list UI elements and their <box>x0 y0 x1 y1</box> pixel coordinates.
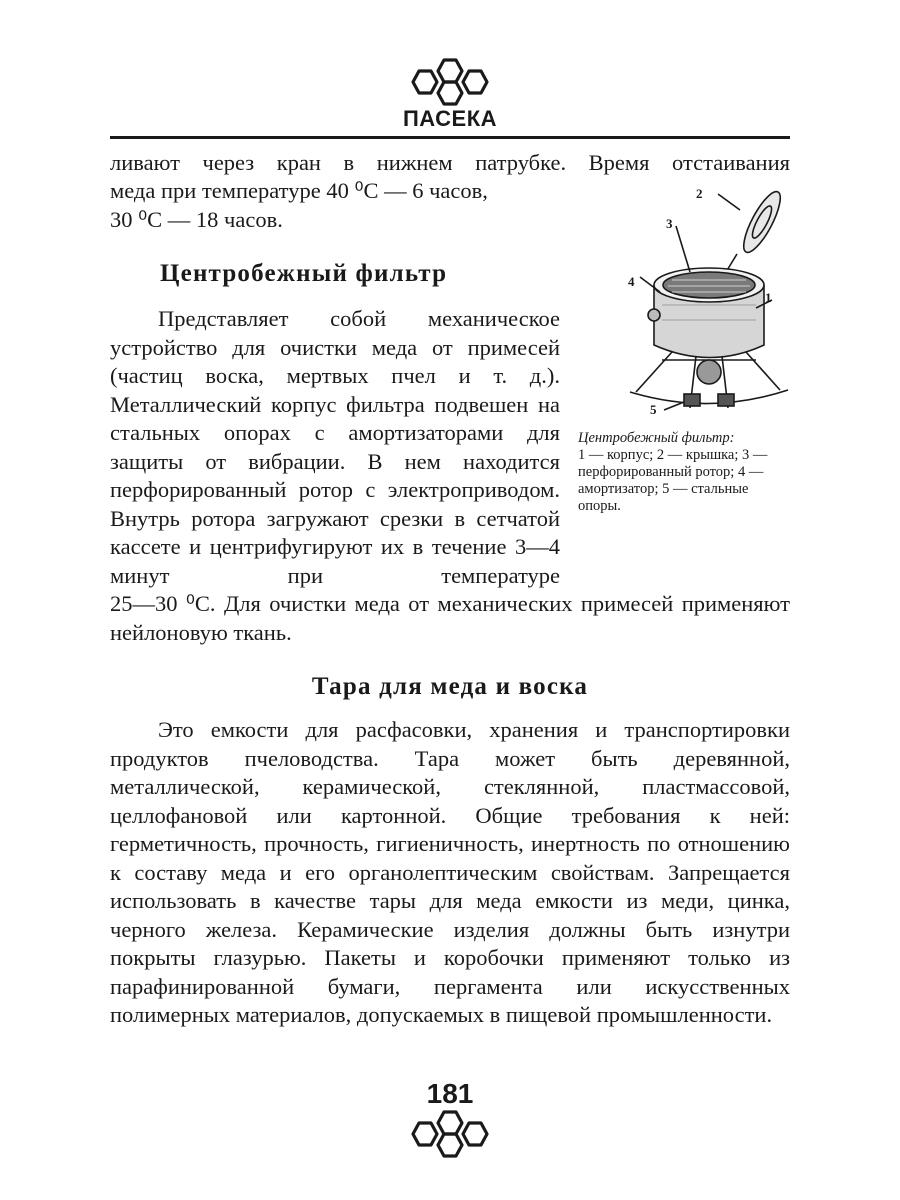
figure-label-2: 2 <box>696 186 703 201</box>
figure-caption <box>578 430 788 515</box>
figure-caption-text: 1 — корпус; 2 — крышка; 3 — перфорированный ротор; 4 — амортизатор; 5 — стальные опоры. <box>578 447 768 514</box>
section1-paragraph-wrapped: Представляет собой механическое устройство для очистки меда от примесей (частиц воска, мертвых пчел и т. д.). Металлический корпус фильтра подвешен на стальных опорах с амортизаторами для защиты от вибрации. В нем находится перфорированный ротор с электроприводом. Внутрь ротора загружают срезки в сетчатой кассете и центрифугируют их в течение 3—4 минут при температуре <box>110 306 560 588</box>
running-header: ПАСЕКА <box>402 106 498 131</box>
header-rule <box>110 136 790 139</box>
honeycomb-icon <box>400 58 500 108</box>
figure-label-4: 4 <box>628 274 635 289</box>
figure-label-3: 3 <box>666 216 673 231</box>
section2-paragraph: Это емкости для расфасовки, хранения и транспортировки продуктов пчеловодства. Тара может быть деревянной, металлической, керамической, стеклянной, пластмассовой, целлофановой или картонной. Общие требования к ней: герметичность, прочность, гигиеничность, инертность по отношению к составу меда и его органолептическим свойствам. Запрещается использовать в качестве тары для меда емкости из меди, цинка, черного железа. Керамические изделия должны быть изнутри покрыты глазурью. Пакеты и коробочки применяют только из парафинированной бумаги, пергамента или искусственных полимерных материалов, допускаемых в пищевой промышленности. <box>110 717 790 1027</box>
page-number: 181 <box>426 1078 474 1109</box>
section-heading-centrifugal-filter: Центробежный фильтр <box>160 260 448 287</box>
section1-paragraph-continued: 25—30 ⁰С. Для очистки меда от механических примесей применяют нейлоновую ткань. <box>110 591 790 645</box>
intro-line-2: меда при температуре 40 ⁰С — 6 часов, <box>110 178 488 203</box>
section-heading-containers: Тара для меда и воска <box>311 673 589 700</box>
figure-caption-title: Центробежный фильтр: <box>578 430 735 446</box>
intro-line-1: ливают через кран в нижнем патрубке. Время отстаивания <box>110 150 790 175</box>
figure-label-1: 1 <box>765 290 772 305</box>
intro-line-3: 30 ⁰С — 18 часов. <box>110 207 283 232</box>
honeycomb-icon-footer <box>400 1110 500 1160</box>
figure-label-5: 5 <box>650 402 657 417</box>
